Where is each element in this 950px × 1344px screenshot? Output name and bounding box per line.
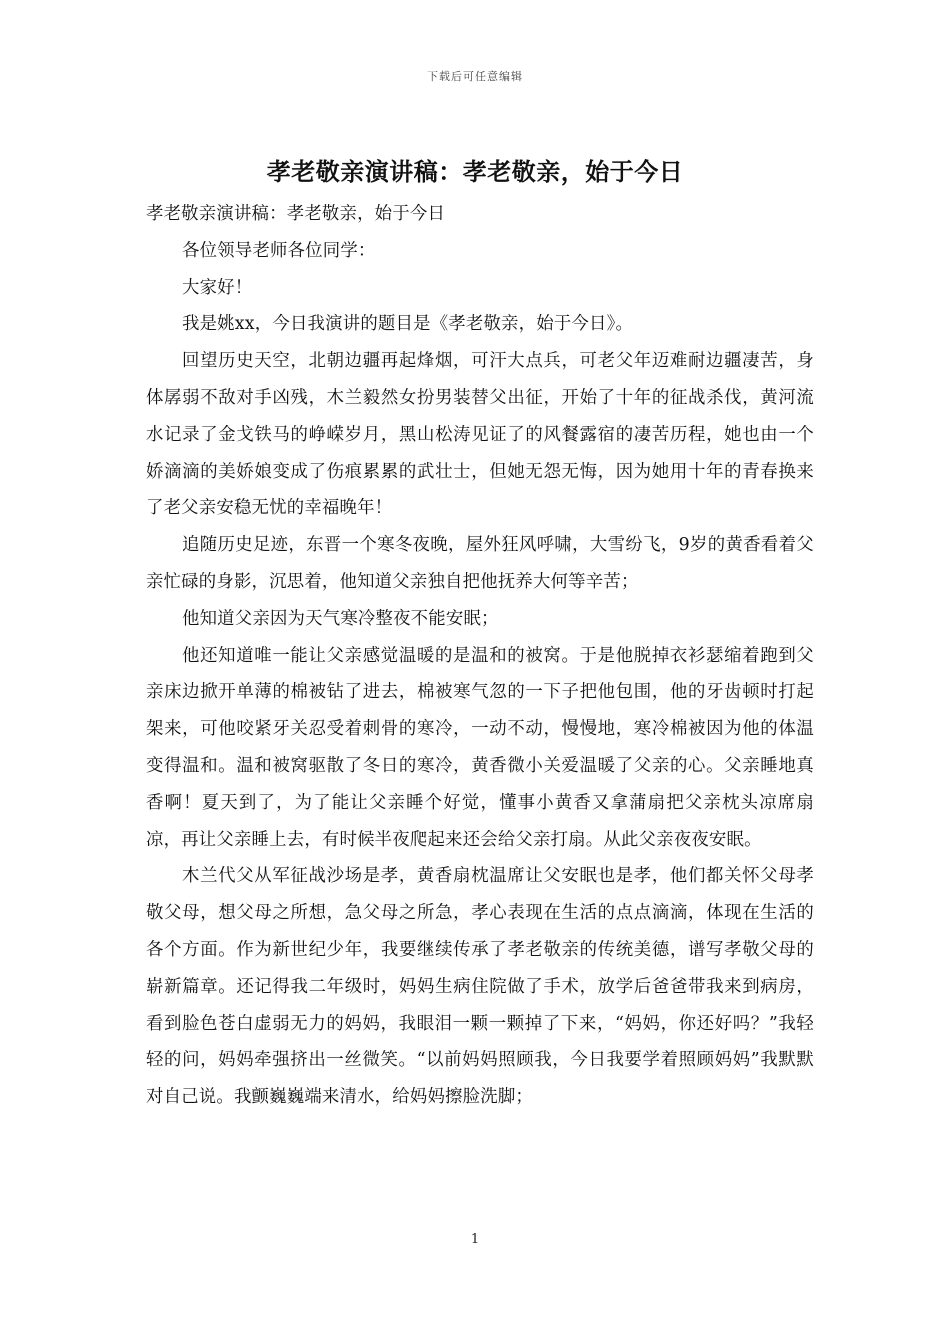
document-subtitle: 孝老敬亲演讲稿：孝老敬亲，始于今日 <box>146 204 446 224</box>
paragraph-warm-quilt: 他还知道唯一能让父亲感觉温暖的是温和的被窝。于是他脱掉衣衫瑟缩着跑到父亲床边掀开单薄的棉被钻了进去，棉被寒气忽的一下子把他包围，他的牙齿顿时打起架来，可他咬紧牙关忍受着刺骨的寒冷，一动不动，慢慢地，寒冷棉被因为他的体温变得温和。温和被窝驱散了冬日的寒冷，黄香微小关爱温暖了父亲的心。父亲睡地真香啊！夏天到了，为了能让父亲睡个好觉，懂事小黄香又拿蒲扇把父亲枕头凉席扇凉，再让父亲睡上去，有时候半夜爬起来还会给父亲打扇。从此父亲夜夜安眠。 <box>146 645 814 850</box>
header-note: 下载后可任意编辑 <box>427 70 523 83</box>
page-number: 1 <box>470 1232 480 1247</box>
document-title: 孝老敬亲演讲稿：孝老敬亲，始于今日 <box>266 157 684 186</box>
paragraph-hello: 大家好！ <box>182 277 253 298</box>
paragraph-father-cold: 他知道父亲因为天气寒冷整夜不能安眠； <box>182 608 499 629</box>
document-body <box>146 196 814 1116</box>
paragraph-mulan: 回望历史天空，北朝边疆再起烽烟，可汗大点兵，可老父年迈难耐边疆凄苦，身体孱弱不敌对手凶残，木兰毅然女扮男装替父出征，开始了十年的征战杀伐，黄河流水记录了金戈铁马的峥嵘岁月，黑山松涛见证了的风餐露宿的凄苦历程，她也由一个娇滴滴的美娇娘变成了伤痕累累的武壮士，但她无怨无悔，因为她用十年的青春换来了老父亲安稳无忧的幸福晚年！ <box>146 351 814 519</box>
paragraph-intro: 我是姚xx，今日我演讲的题目是《孝老敬亲，始于今日》。 <box>182 314 634 335</box>
paragraph-filial-piety: 木兰代父从军征战沙场是孝，黄香扇枕温席让父安眠也是孝，他们都关怀父母孝敬父母，想父母之所想，急父母之所急，孝心表现在生活的点点滴滴，体现在生活的各个方面。作为新世纪少年，我要继续传承了孝老敬亲的传统美德，谱写孝敬父母的崭新篇章。还记得我二年级时，妈妈生病住院做了手术，放学后爸爸带我来到病房，看到脸色苍白虚弱无力的妈妈，我眼泪一颗一颗掉了下来，“妈妈，你还好吗？”我轻轻的问，妈妈牵强挤出一丝微笑。“以前妈妈照顾我，今日我要学着照顾妈妈”我默默对自己说。我颤巍巍端来清水，给妈妈擦脸洗脚； <box>146 866 814 1108</box>
paragraph-huangxiang-winter: 追随历史足迹，东晋一个寒冬夜晚，屋外狂风呼啸，大雪纷飞，9岁的黄香看着父亲忙碌的身影，沉思着，他知道父亲独自把他抚养大何等辛苦； <box>146 535 814 592</box>
paragraph-greeting-audience: 各位领导老师各位同学： <box>182 240 376 261</box>
